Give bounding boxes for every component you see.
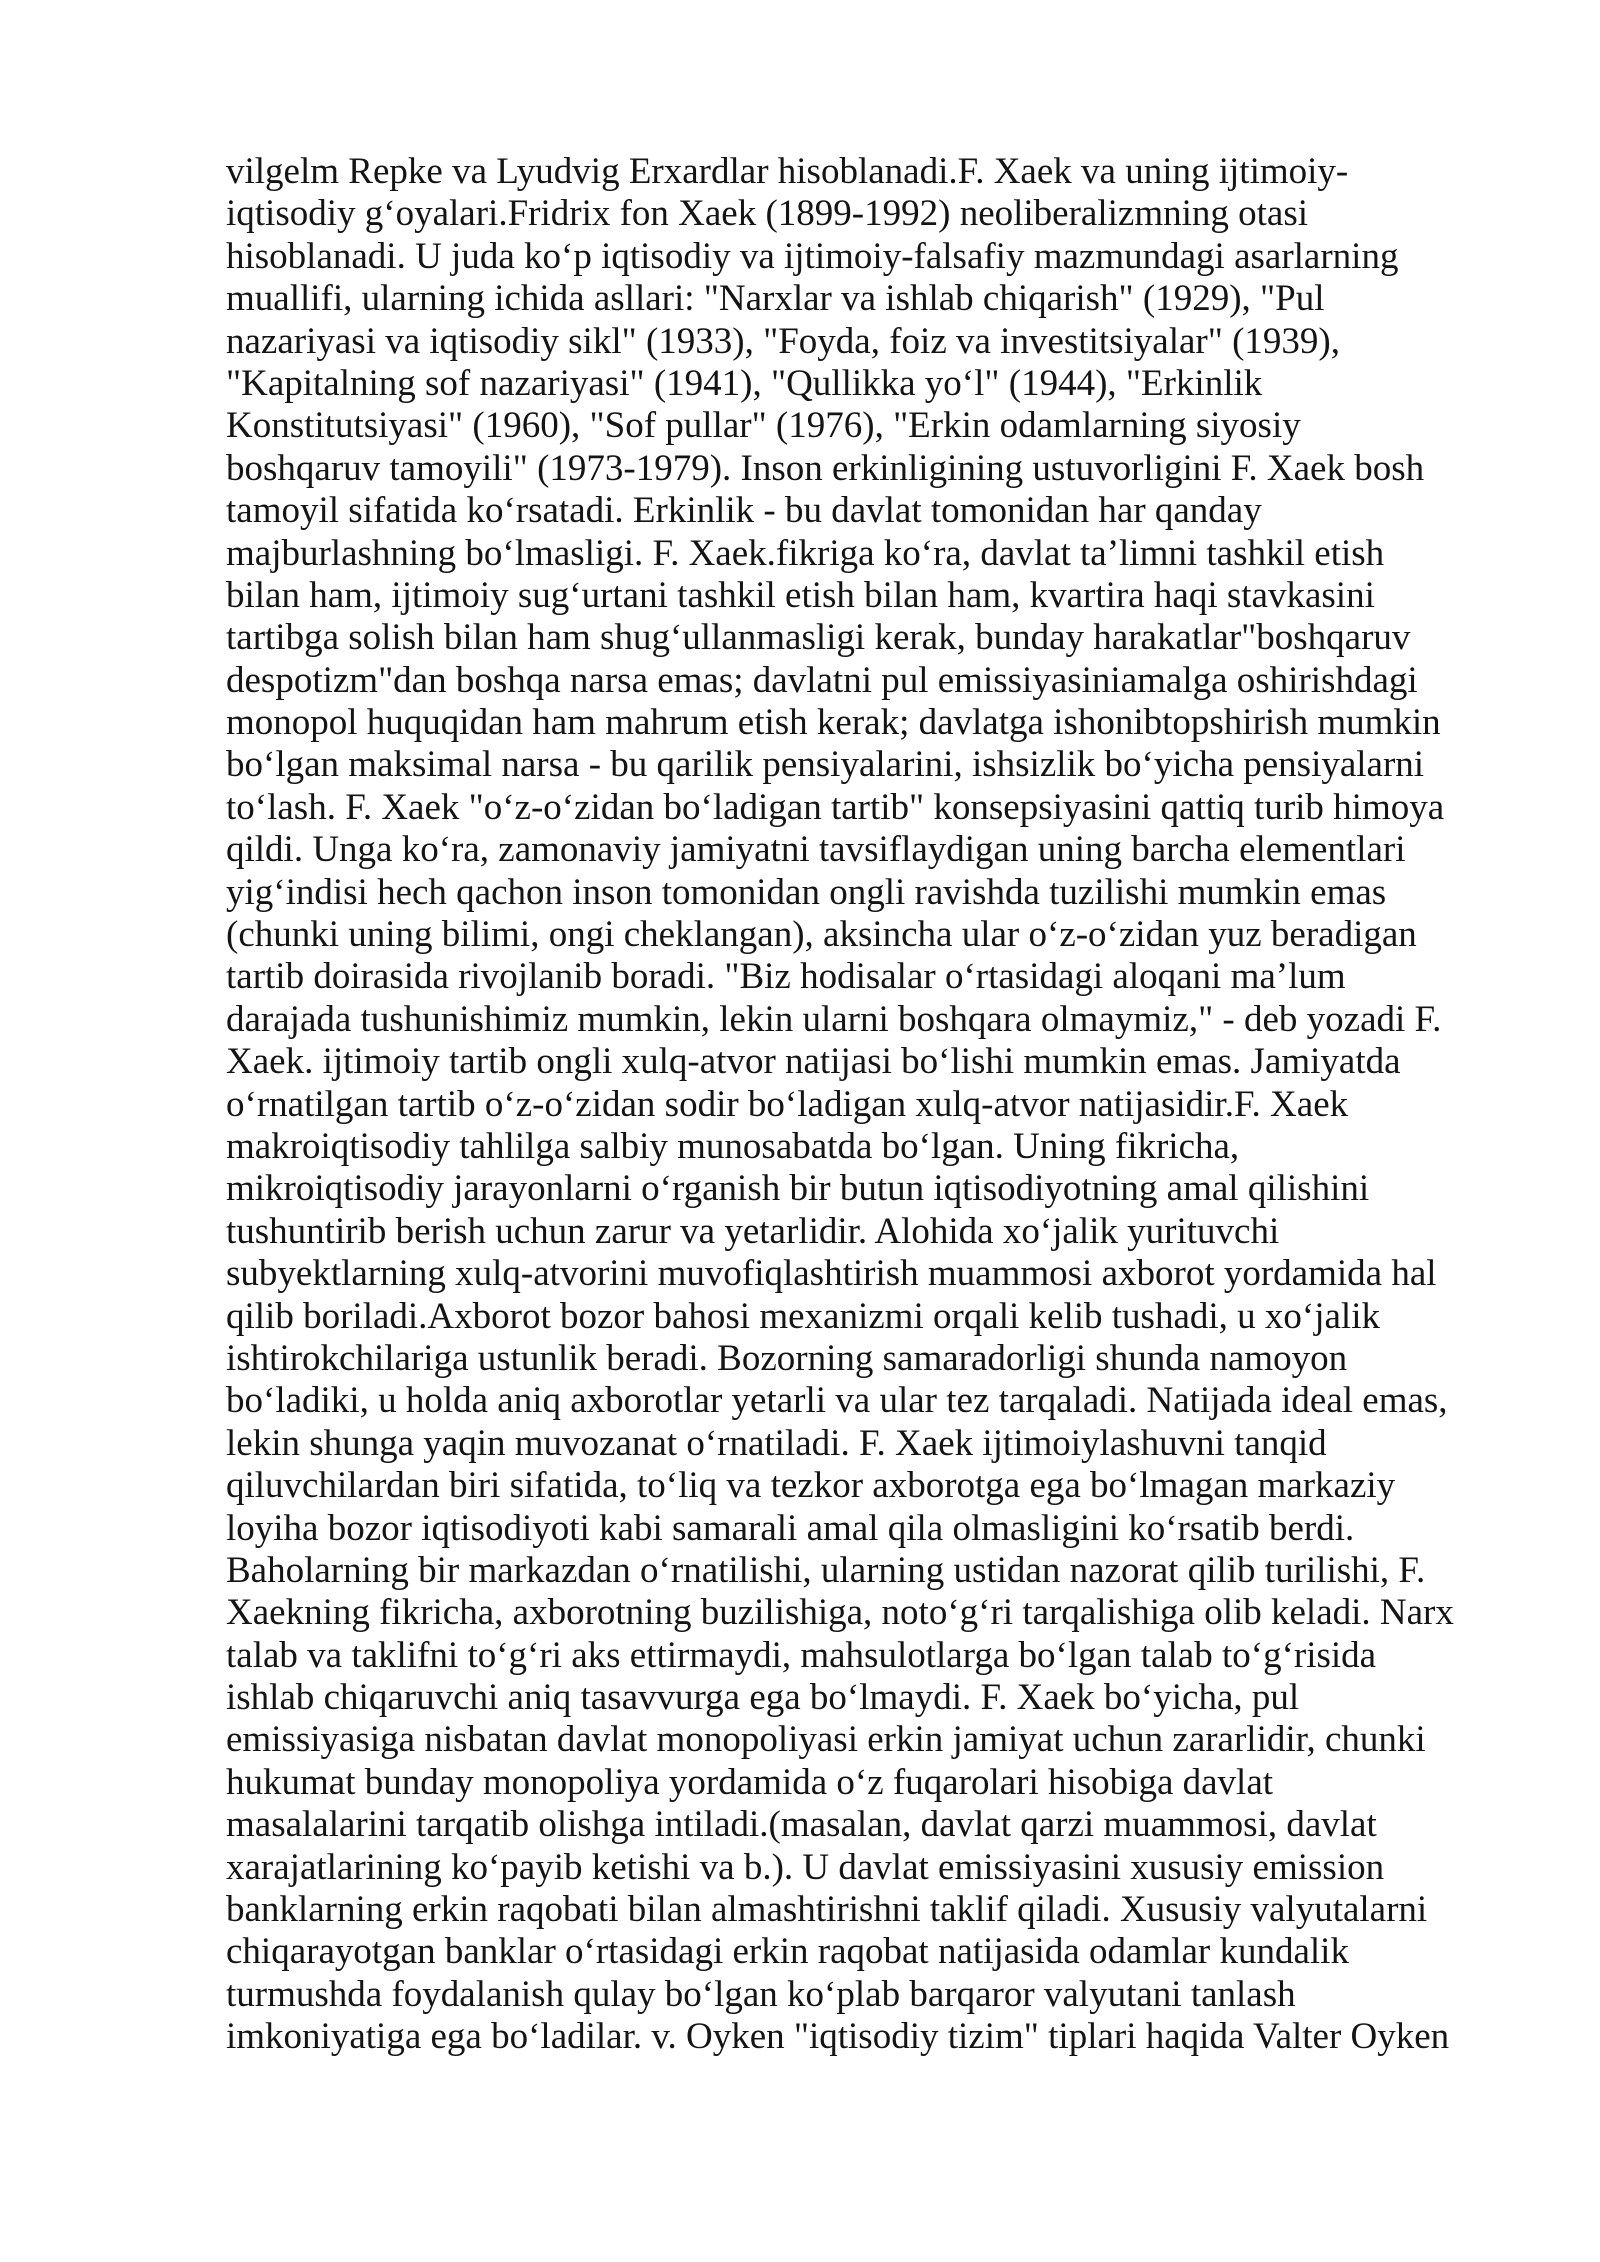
text-line: bo‘ladiki, u holda aniq axborotlar yetarli va ular tez tarqaladi. Natijada ideal emas,	[226, 1380, 1448, 1422]
text-line: qiluvchilardan biri sifatida, to‘liq va tezkor axborotga ega bo‘lmagan markaziy	[226, 1465, 1396, 1507]
text-line: qildi. Unga ko‘ra, zamonaviy jamiyatni tavsiflaydigan uning barcha elementlari	[226, 829, 1406, 871]
text-line: o‘rnatilgan tartib o‘z-o‘zidan sodir bo‘ladigan xulq-atvor natijasidir.F. Xaek	[226, 1083, 1349, 1125]
text-line: (chunki uning bilimi, ongi cheklangan), aksincha ular o‘z-o‘zidan yuz beradigan	[226, 914, 1417, 956]
text-line: nazariyasi va iqtisodiy sikl" (1933), "Foyda, foiz va investitsiyalar" (1939),	[226, 320, 1340, 362]
text-line: darajada tushunishimiz mumkin, lekin ularni boshqara olmaymiz," - deb yozadi F.	[226, 998, 1442, 1040]
text-line: muallifi, ularning ichida asllari: "Narxlar va ishlab chiqarish" (1929), "Pul	[226, 278, 1325, 320]
text-line: qilib boriladi.Axborot bozor bahosi mexanizmi orqali kelib tushadi, u xo‘jalik	[226, 1295, 1380, 1337]
text-line: turmushda foydalanish qulay bo‘lgan ko‘plab barqaror valyutani tanlash	[226, 1973, 1296, 2015]
text-line: Konstitutsiyasi" (1960), "Sof pullar" (1976), "Erkin odamlarning siyosiy	[226, 405, 1301, 447]
text-line: mikroiqtisodiy jarayonlarni o‘rganish bir butun iqtisodiyotning amal qilishini	[226, 1168, 1370, 1210]
text-line: hisoblanadi. U juda ko‘p iqtisodiy va ijtimoiy-falsafiy mazmundagi asarlarning	[226, 235, 1399, 277]
text-line: tartib doirasida rivojlanib boradi. "Biz hodisalar o‘rtasidagi aloqani ma’lum	[226, 956, 1346, 998]
text-line: bilan ham, ijtimoiy sug‘urtani tashkil etish bilan ham, kvartira haqi stavkasini	[226, 574, 1375, 616]
text-line: to‘lash. F. Xaek "o‘z-o‘zidan bo‘ladigan tartib" konsepsiyasini qattiq turib himoya	[226, 786, 1445, 828]
text-line: monopol huquqidan ham mahrum etish kerak; davlatga ishonibtopshirish mumkin	[226, 702, 1441, 744]
text-line: bo‘lgan maksimal narsa - bu qarilik pensiyalarini, ishsizlik bo‘yicha pensiyalarni	[226, 744, 1425, 786]
text-line: masalalarini tarqatib olishga intiladi.(masalan, davlat qarzi muammosi, davlat	[226, 1804, 1377, 1846]
text-line: chiqarayotgan banklar o‘rtasidagi erkin raqobat natijasida odamlar kundalik	[226, 1931, 1349, 1973]
text-line: hukumat bunday monopoliya yordamida o‘z fuqarolari hisobiga davlat	[226, 1761, 1274, 1803]
text-line: Xaekning fikricha, axborotning buzilishiga, noto‘g‘ri tarqalishiga olib keladi. Narx	[226, 1592, 1454, 1634]
text-line: subyektlarning xulq-atvorini muvofiqlashtirish muammosi axborot yordamida hal	[226, 1253, 1437, 1295]
text-line: "Kapitalning sof nazariyasi" (1941), "Qullikka yo‘l" (1944), "Erkinlik	[226, 362, 1263, 404]
text-line: Xaek. ijtimoiy tartib ongli xulq-atvor natijasi bo‘lishi mumkin emas. Jamiyatda	[226, 1041, 1401, 1083]
text-line: majburlashning bo‘lmasligi. F. Xaek.fikriga ko‘ra, davlat ta’limni tashkil etish	[226, 532, 1385, 574]
text-line: talab va taklifni to‘g‘ri aks ettirmaydi, mahsulotlarga bo‘lgan talab to‘g‘risida	[226, 1634, 1377, 1676]
text-line: ishtirokchilariga ustunlik beradi. Bozorning samaradorligi shunda namoyon	[226, 1337, 1348, 1379]
text-line: ishlab chiqaruvchi aniq tasavvurga ega bo‘lmaydi. F. Xaek bo‘yicha, pul	[226, 1677, 1300, 1719]
text-line: xarajatlarining ko‘payib ketishi va b.). U davlat emissiyasini xususiy emission	[226, 1846, 1385, 1888]
text-line: tamoyil sifatida ko‘rsatadi. Erkinlik - bu davlat tomonidan har qanday	[226, 490, 1262, 532]
text-line: iqtisodiy g‘oyalari.Fridrix fon Xaek (1899-1992) neoliberalizmning otasi	[226, 193, 1309, 235]
text-line: banklarning erkin raqobati bilan almashtirishni taklif qiladi. Xususiy valyutalarni	[226, 1889, 1428, 1931]
text-line: loyiha bozor iqtisodiyoti kabi samarali amal qila olmasligini ko‘rsatib berdi.	[226, 1507, 1355, 1549]
text-line: yig‘indisi hech qachon inson tomonidan ongli ravishda tuzilishi mumkin emas	[226, 871, 1387, 913]
text-line: makroiqtisodiy tahlilga salbiy munosabatda bo‘lgan. Uning fikricha,	[226, 1125, 1240, 1167]
text-line: Baholarning bir markazdan o‘rnatilishi, ularning ustidan nazorat qilib turilishi, F.	[226, 1549, 1426, 1591]
text-line: tartibga solish bilan ham shug‘ullanmasligi kerak, bunday harakatlar"boshqaruv	[226, 617, 1411, 659]
text-line: boshqaruv tamoyili" (1973-1979). Inson erkinligining ustuvorligini F. Xaek bosh	[226, 447, 1425, 489]
text-line: emissiyasiga nisbatan davlat monopoliyasi erkin jamiyat uchun zararlidir, chunki	[226, 1719, 1426, 1761]
text-line: imkoniyatiga ega bo‘ladilar. v. Oyken "iqtisodiy tizim" tiplari haqida Valter Oyken	[226, 2016, 1450, 2058]
text-line: lekin shunga yaqin muvozanat o‘rnatiladi. F. Xaek ijtimoiylashuvni tanqid	[226, 1422, 1327, 1464]
body-text	[226, 151, 1546, 2059]
text-line: vilgelm Repke va Lyudvig Erxardlar hisoblanadi.F. Xaek va uning ijtimoiy-	[226, 151, 1349, 192]
text-line: tushuntirib berish uchun zarur va yetarlidir. Alohida xo‘jalik yurituvchi	[226, 1210, 1280, 1252]
text-line: despotizm"dan boshqa narsa emas; davlatni pul emissiyasiniamalga oshirishdagi	[226, 659, 1418, 701]
